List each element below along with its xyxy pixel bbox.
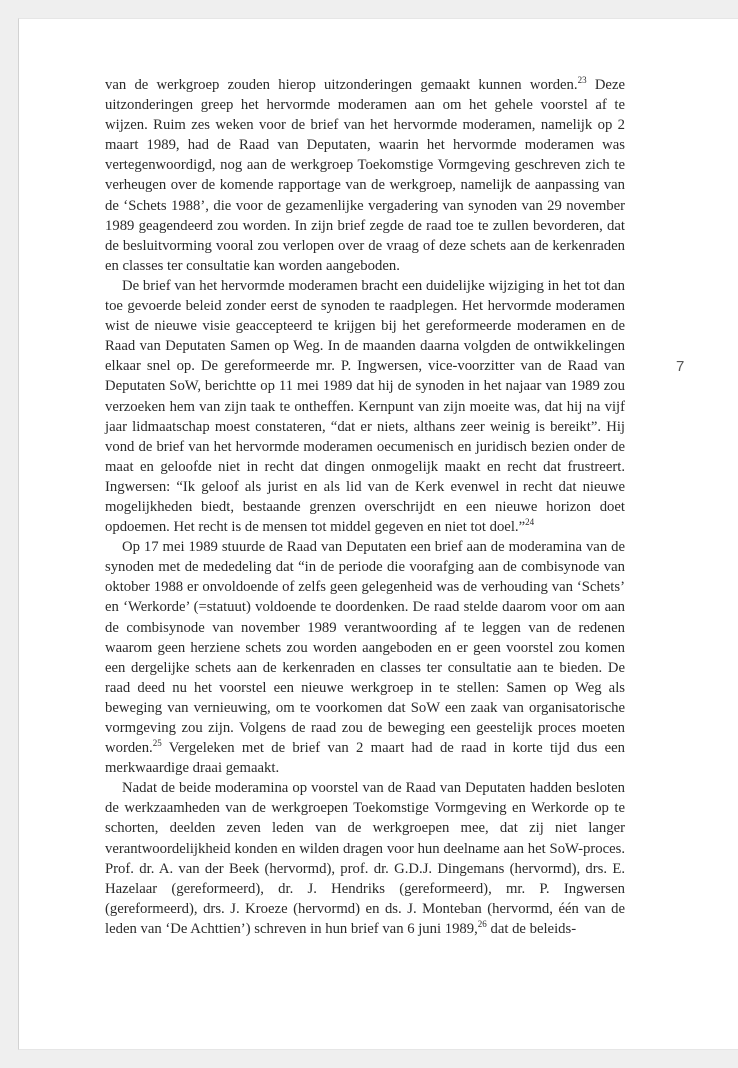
paragraph-text: Op 17 mei 1989 stuurde de Raad van Deputaten een brief aan de moderamina van de synoden met de mededeling dat “in de periode die voorafging aan de combisynode van oktober 1988 er onvoldoende of zelfs geen gelegenheid was de verhouding van ‘Schets’ en ‘Werkorde’ (=statuut) voldoende te doordenken. De raad stelde daarom voor om aan de combisynode van november 1989 verantwoording af te leggen van de redenen waarom geen herziene schets zou worden aangeboden en er geen voorstel zou komen een dergelijke schets aan de kerkenraden en classes ter consultatie aan te bieden. De raad deed nu het voorstel een nieuwe werkgroep in te stellen: Samen op Weg als beweging van vernieuwing, om te voorkomen dat SoW een zaak van organisatorische vormgeving zou zijn. Volgens de raad zou de beweging een geestelijk proces moeten worden. (105, 539, 625, 757)
footnote-marker: 23 (577, 75, 587, 86)
document-page (18, 18, 738, 1050)
page-number: 7 (676, 358, 685, 375)
paragraph (105, 276, 625, 537)
paragraph-text: dat de beleids- (486, 920, 577, 937)
paragraph (105, 537, 625, 778)
paragraph-text: Vergeleken met de brief van 2 maart had de raad in korte tijd dus een merkwaardige draai gemaakt. (105, 740, 625, 777)
footnote-marker: 25 (152, 738, 162, 749)
paragraph-text: Nadat de beide moderamina op voorstel van de Raad van Deputaten hadden besloten de werkzaamheden van de werkgroepen Toekomstige Vormgeving en Werkorde op te schorten, deelden zeven leden van de werkgroepen mee, dat zij niet langer verantwoordelijkheid konden en wilden dragen voor hun deelname aan het SoW-proces. Prof. dr. A. van der Beek (hervormd), prof. dr. G.D.J. Dingemans (hervormd), drs. E. Hazelaar (gereformeerd), dr. J. Hendriks (gereformeerd), mr. P. Ingwersen (gereformeerd), drs. J. Kroeze (hervormd) en ds. J. Monteban (hervormd, één van de leden van ‘De Achttien’) schreven in hun brief van 6 juni 1989, (105, 780, 625, 937)
paragraph (105, 75, 625, 276)
paragraph-text: Deze uitzonderingen greep het hervormde moderamen aan om het gehele voorstel af te wijzen. Ruim zes weken voor de brief van het hervormde moderamen, namelijk op 2 maart 1989, had de Raad van Deputaten, waarin het hervormde moderamen was vertegenwoordigd, nog aan de werkgroep Toekomstige Vormgeving geschreven zich te verheugen over de komende rapportage van de werkgroep, namelijk de aanpassing van de ‘Schets 1988’, die voor de gezamenlijke vergadering van synoden van 29 november 1989 geagendeerd zou worden. In zijn brief zegde de raad toe te zullen bevorderen, dat de besluitvorming vooral zou verlopen over de vraag of deze schets aan de kerkenraden en classes ter consultatie kan worden aangeboden. (105, 77, 625, 274)
footnote-marker: 24 (525, 517, 535, 528)
paragraph-text: De brief van het hervormde moderamen bracht een duidelijke wijziging in het tot dan toe gevoerde beleid zonder eerst de synoden te raadplegen. Het hervormde moderamen wist de nieuwe visie geaccepteerd te krijgen bij het gereformeerde moderamen en de Raad van Deputaten Samen op Weg. In de maanden daarna volgden de ontwikkelingen elkaar snel op. De gereformeerde mr. P. Ingwersen, vice-voorzitter van de Raad van Deputaten SoW, berichtte op 11 mei 1989 dat hij de synoden in het najaar van 1989 zou verzoeken hem van zijn taak te ontheffen. Kernpunt van zijn moeite was, dat hij na vijf jaar lidmaatschap moest constateren, “dat er niets, althans zeer weinig is bereikt”. Hij vond de brief van het hervormde moderamen oecumenisch en juridisch bezien onder de maat en geloofde niet in recht dat dingen onmogelijk maakt en recht dat frustreert. Ingwersen: “Ik geloof als jurist en als lid van de Kerk evenwel in recht dat nieuwe mogelijkheden biedt, bestaande grenzen overschrijdt en een nieuwe horizon doet opdoemen. Het recht is de mensen tot middel gegeven en niet tot doel.” (105, 277, 625, 536)
footnote-marker: 26 (477, 919, 487, 930)
paragraph-text: van de werkgroep zouden hierop uitzonderingen gemaakt kunnen worden. (105, 77, 578, 93)
paragraph (105, 778, 625, 939)
body-text (105, 75, 625, 939)
